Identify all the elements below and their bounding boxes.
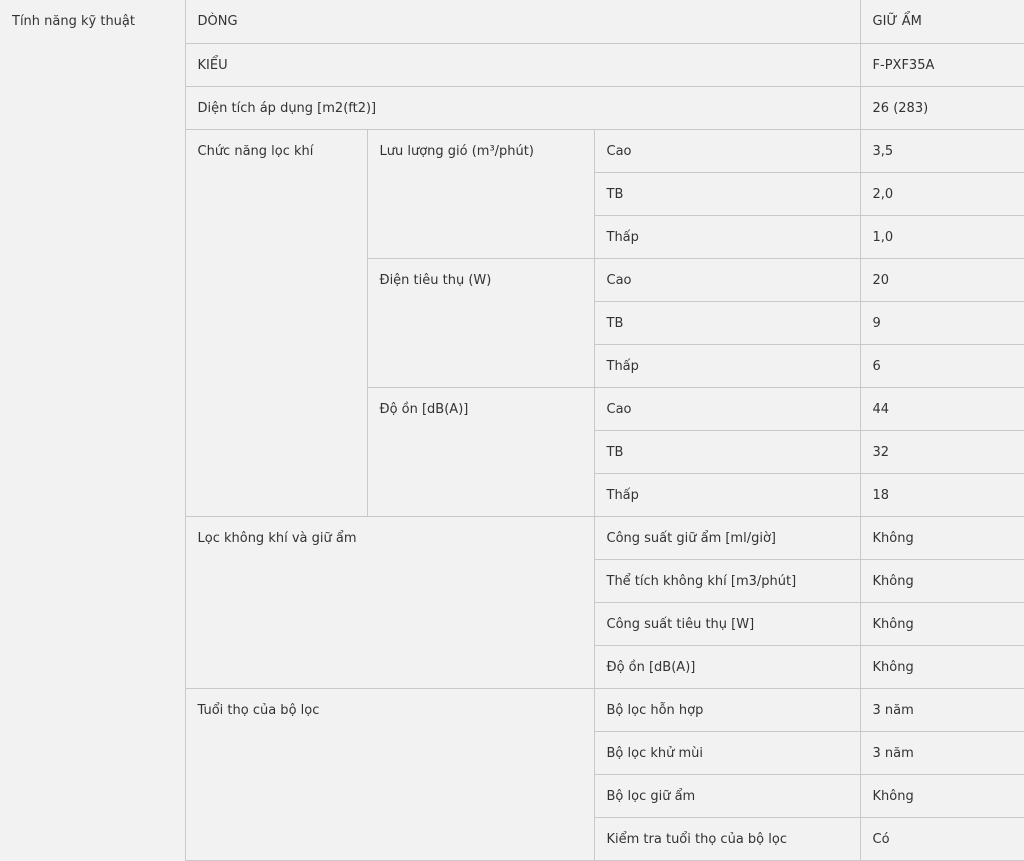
- item-label: Công suất tiêu thụ [W]: [594, 603, 860, 646]
- item-label: Bộ lọc hỗn hợp: [594, 689, 860, 732]
- level-label: Cao: [594, 259, 860, 302]
- level-value: 2,0: [860, 173, 1024, 216]
- level-value: 44: [860, 388, 1024, 431]
- item-label: Thể tích không khí [m3/phút]: [594, 560, 860, 603]
- level-label: Cao: [594, 388, 860, 431]
- level-value: 6: [860, 345, 1024, 388]
- do-on-label: Độ ồn [dB(A)]: [367, 388, 594, 517]
- dien-tich-value: 26 (283): [860, 87, 1024, 130]
- item-value: Không: [860, 603, 1024, 646]
- item-label: Công suất giữ ẩm [ml/giờ]: [594, 517, 860, 560]
- table-row: [0, 0, 1024, 44]
- item-value: 3 năm: [860, 732, 1024, 775]
- level-label: TB: [594, 173, 860, 216]
- section-title: Tính năng kỹ thuật: [0, 0, 185, 861]
- level-value: 18: [860, 474, 1024, 517]
- item-value: Không: [860, 646, 1024, 689]
- item-label: Độ ồn [dB(A)]: [594, 646, 860, 689]
- level-label: Thấp: [594, 474, 860, 517]
- level-value: 20: [860, 259, 1024, 302]
- luu-luong-label: Lưu lượng gió (m³/phút): [367, 130, 594, 259]
- level-label: Thấp: [594, 216, 860, 259]
- level-value: 32: [860, 431, 1024, 474]
- item-label: Bộ lọc giữ ẩm: [594, 775, 860, 818]
- item-value: Không: [860, 775, 1024, 818]
- level-value: 9: [860, 302, 1024, 345]
- level-label: Cao: [594, 130, 860, 173]
- item-value: Không: [860, 517, 1024, 560]
- loc-khi-label: Chức năng lọc khí: [185, 130, 367, 517]
- level-label: TB: [594, 302, 860, 345]
- level-value: 3,5: [860, 130, 1024, 173]
- level-value: 1,0: [860, 216, 1024, 259]
- kieu-value: F-PXF35A: [860, 44, 1024, 87]
- level-label: TB: [594, 431, 860, 474]
- level-label: Thấp: [594, 345, 860, 388]
- loc-giu-am-label: Lọc không khí và giữ ẩm: [185, 517, 594, 689]
- dien-tich-label: Diện tích áp dụng [m2(ft2)]: [185, 87, 860, 130]
- dien-tieu-thu-label: Điện tiêu thụ (W): [367, 259, 594, 388]
- item-label: Bộ lọc khử mùi: [594, 732, 860, 775]
- dong-value: GIỮ ẨM: [860, 0, 1024, 44]
- item-label: Kiểm tra tuổi thọ của bộ lọc: [594, 818, 860, 861]
- dong-label: DÒNG: [185, 0, 860, 44]
- item-value: 3 năm: [860, 689, 1024, 732]
- kieu-label: KIỂU: [185, 44, 860, 87]
- tuoi-tho-label: Tuổi thọ của bộ lọc: [185, 689, 594, 861]
- item-value: Không: [860, 560, 1024, 603]
- item-value: Có: [860, 818, 1024, 861]
